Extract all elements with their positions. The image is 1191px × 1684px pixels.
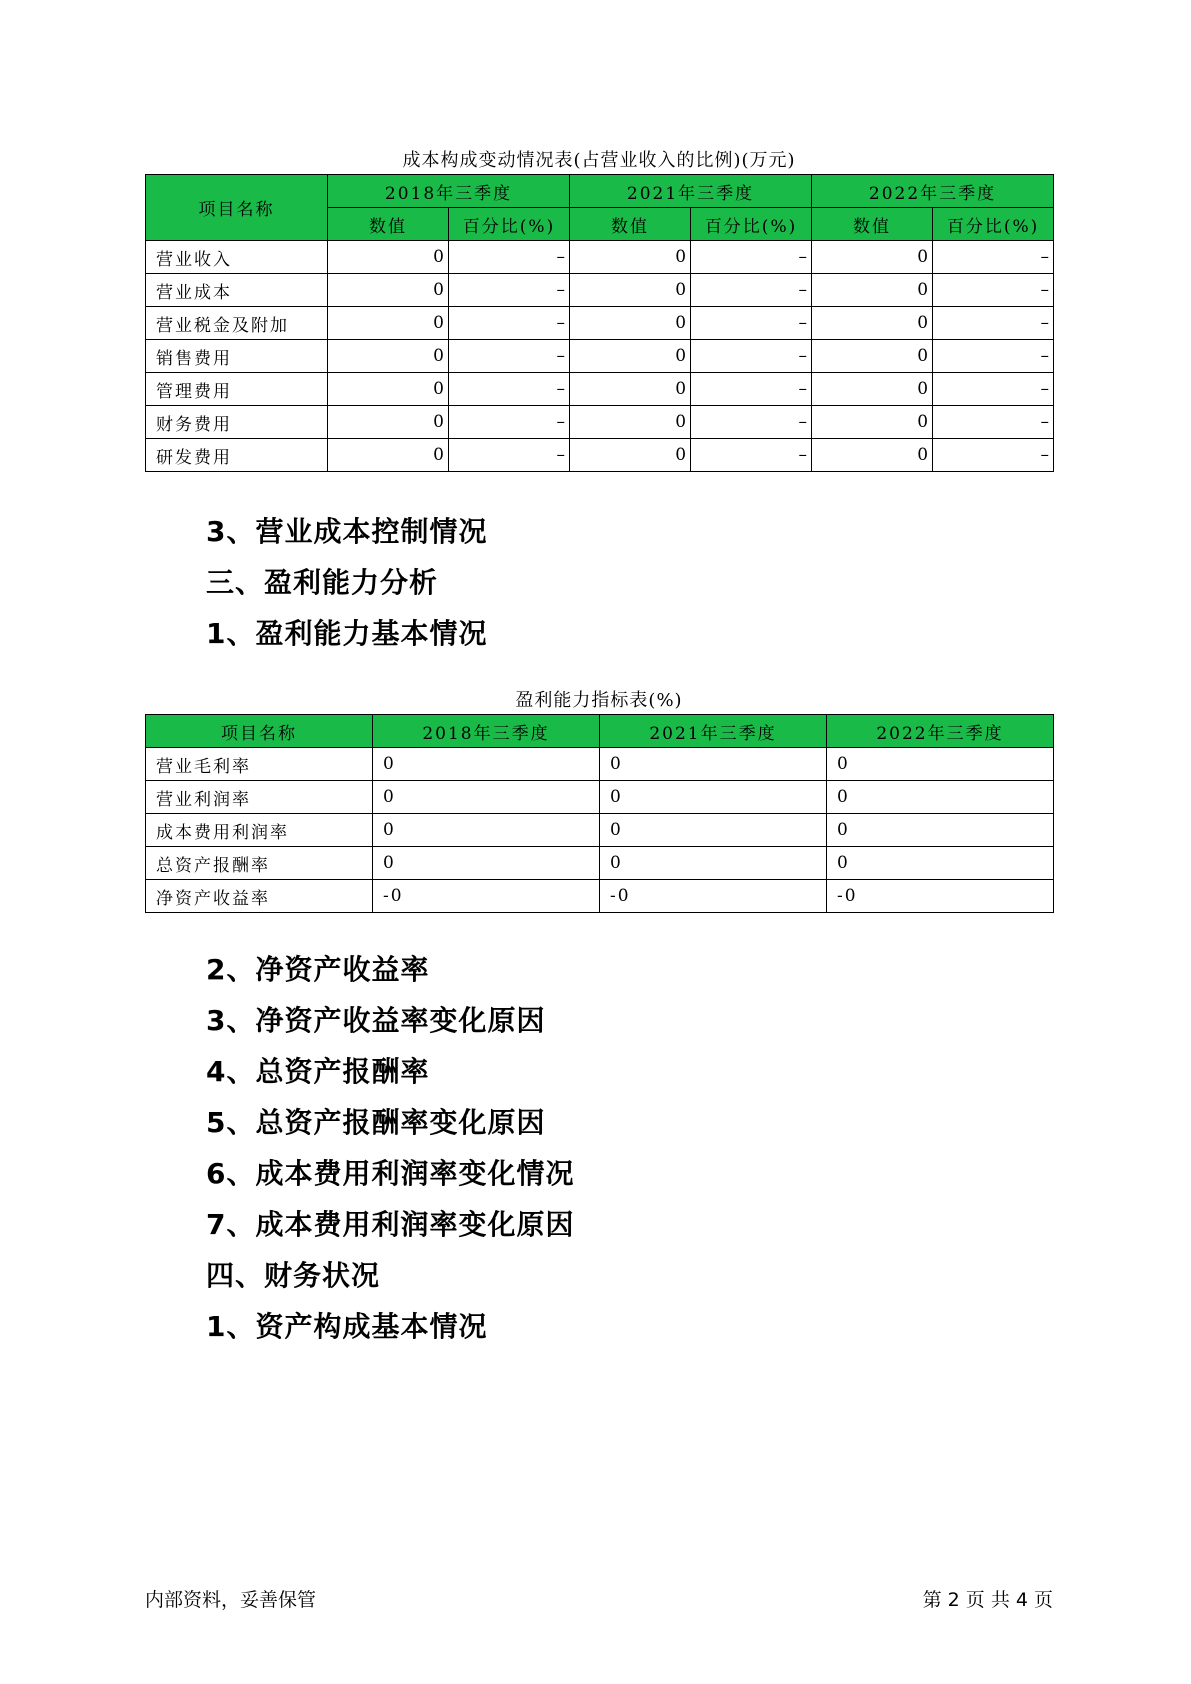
percent-cell: –: [691, 307, 812, 340]
section-heading: 1、资产构成基本情况: [206, 1310, 488, 1343]
section-heading: 3、营业成本控制情况: [206, 515, 488, 548]
percent-cell: –: [449, 373, 570, 406]
subheader-value: 数值: [328, 208, 449, 241]
footer-confidential-note: 内部资料，妥善保管: [145, 1589, 317, 1611]
value-cell: 0: [570, 406, 691, 439]
header-period-2022: 2022年三季度: [812, 175, 1054, 208]
value-cell: 0: [827, 748, 1054, 781]
row-label: 净资产收益率: [146, 880, 373, 913]
value-cell: 0: [600, 781, 827, 814]
section-heading: 4、总资产报酬率: [206, 1055, 430, 1088]
section-heading: 5、总资产报酬率变化原因: [206, 1106, 546, 1139]
percent-cell: –: [691, 340, 812, 373]
profit-table-caption: 盈利能力指标表(%): [515, 690, 683, 711]
value-cell: 0: [827, 814, 1054, 847]
table-row: [146, 307, 1054, 340]
row-label: 管理费用: [146, 373, 328, 406]
value-cell: -0: [827, 880, 1054, 913]
subheader-percent: 百分比(%): [691, 208, 812, 241]
subheader-value: 数值: [812, 208, 933, 241]
value-cell: 0: [373, 847, 600, 880]
cost-structure-table: [145, 174, 1054, 472]
subheader-percent: 百分比(%): [449, 208, 570, 241]
value-cell: 0: [812, 241, 933, 274]
table-row: [146, 814, 1054, 847]
percent-cell: –: [933, 241, 1054, 274]
percent-cell: –: [691, 439, 812, 472]
value-cell: 0: [600, 814, 827, 847]
table-row: [146, 781, 1054, 814]
row-label: 营业收入: [146, 241, 328, 274]
value-cell: 0: [570, 274, 691, 307]
percent-cell: –: [933, 340, 1054, 373]
section-heading: 6、成本费用利润率变化情况: [206, 1157, 575, 1190]
section-heading: 三、盈利能力分析: [206, 566, 439, 599]
header-period-2021: 2021年三季度: [600, 715, 827, 748]
table-row: [146, 241, 1054, 274]
percent-cell: –: [449, 406, 570, 439]
header-period-2021: 2021年三季度: [570, 175, 812, 208]
row-label: 营业税金及附加: [146, 307, 328, 340]
value-cell: 0: [600, 748, 827, 781]
row-label: 成本费用利润率: [146, 814, 373, 847]
value-cell: 0: [373, 814, 600, 847]
value-cell: 0: [373, 781, 600, 814]
value-cell: 0: [328, 373, 449, 406]
row-label: 销售费用: [146, 340, 328, 373]
value-cell: 0: [812, 307, 933, 340]
value-cell: 0: [812, 373, 933, 406]
value-cell: 0: [812, 340, 933, 373]
subheader-percent: 百分比(%): [933, 208, 1054, 241]
value-cell: 0: [328, 406, 449, 439]
value-cell: 0: [373, 748, 600, 781]
table-row: [146, 406, 1054, 439]
percent-cell: –: [933, 439, 1054, 472]
percent-cell: –: [933, 406, 1054, 439]
row-label: 营业毛利率: [146, 748, 373, 781]
section-heading: 四、财务状况: [206, 1259, 381, 1292]
value-cell: 0: [812, 439, 933, 472]
section-heading: 2、净资产收益率: [206, 953, 430, 986]
value-cell: 0: [328, 307, 449, 340]
percent-cell: –: [449, 340, 570, 373]
percent-cell: –: [933, 373, 1054, 406]
percent-cell: –: [691, 406, 812, 439]
value-cell: 0: [570, 340, 691, 373]
row-label: 研发费用: [146, 439, 328, 472]
footer-page-number: 第 2 页 共 4 页: [922, 1589, 1053, 1611]
percent-cell: –: [449, 307, 570, 340]
value-cell: 0: [812, 274, 933, 307]
table-row: [146, 439, 1054, 472]
header-period-2018: 2018年三季度: [328, 175, 570, 208]
value-cell: 0: [600, 847, 827, 880]
profitability-table: [145, 714, 1054, 913]
value-cell: -0: [600, 880, 827, 913]
percent-cell: –: [691, 274, 812, 307]
header-item-name: 项目名称: [146, 715, 373, 748]
row-label: 营业成本: [146, 274, 328, 307]
value-cell: -0: [373, 880, 600, 913]
value-cell: 0: [827, 847, 1054, 880]
value-cell: 0: [328, 340, 449, 373]
value-cell: 0: [827, 781, 1054, 814]
section-heading: 3、净资产收益率变化原因: [206, 1004, 546, 1037]
row-label: 总资产报酬率: [146, 847, 373, 880]
value-cell: 0: [570, 439, 691, 472]
value-cell: 0: [328, 439, 449, 472]
percent-cell: –: [691, 241, 812, 274]
value-cell: 0: [328, 241, 449, 274]
cost-table-caption: 成本构成变动情况表(占营业收入的比例)(万元): [402, 150, 796, 171]
value-cell: 0: [570, 307, 691, 340]
table-row: [146, 274, 1054, 307]
percent-cell: –: [449, 274, 570, 307]
table-row: [146, 847, 1054, 880]
value-cell: 0: [328, 274, 449, 307]
value-cell: 0: [570, 373, 691, 406]
percent-cell: –: [691, 373, 812, 406]
header-item-name: 项目名称: [146, 175, 328, 241]
percent-cell: –: [449, 439, 570, 472]
header-period-2022: 2022年三季度: [827, 715, 1054, 748]
row-label: 营业利润率: [146, 781, 373, 814]
percent-cell: –: [933, 307, 1054, 340]
table-row: [146, 340, 1054, 373]
section-heading: 1、盈利能力基本情况: [206, 617, 488, 650]
percent-cell: –: [933, 274, 1054, 307]
table-row: [146, 373, 1054, 406]
row-label: 财务费用: [146, 406, 328, 439]
value-cell: 0: [812, 406, 933, 439]
section-heading: 7、成本费用利润率变化原因: [206, 1208, 575, 1241]
header-period-2018: 2018年三季度: [373, 715, 600, 748]
table-row: [146, 748, 1054, 781]
table-row: [146, 880, 1054, 913]
percent-cell: –: [449, 241, 570, 274]
subheader-value: 数值: [570, 208, 691, 241]
value-cell: 0: [570, 241, 691, 274]
